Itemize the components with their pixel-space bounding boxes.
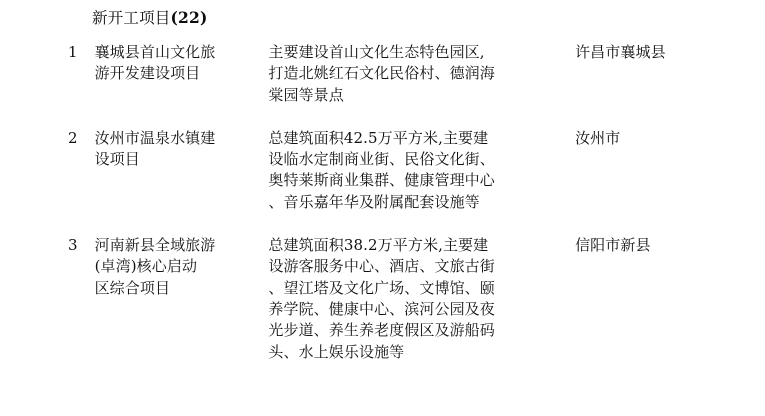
row-project-name-line: 区综合项目 xyxy=(94,278,171,297)
project-table xyxy=(68,42,708,385)
row-index: 3 xyxy=(68,236,78,255)
row-project-name xyxy=(95,235,269,385)
table-row xyxy=(68,128,708,235)
row-location-line: 信阳市新县 xyxy=(575,236,651,255)
row-location xyxy=(575,42,708,128)
section-title-count: (22) xyxy=(170,8,208,27)
row-project-name-line: (卓湾)核心启动 xyxy=(94,257,198,276)
project-table-body xyxy=(68,42,708,385)
row-description xyxy=(268,42,575,128)
row-location-line: 许昌市襄城县 xyxy=(575,43,666,61)
row-description-line: 奥特莱斯商业集群、健康管理中心 xyxy=(268,171,495,190)
row-description-line: 打造北姚红石文化民俗村、德润海 xyxy=(268,64,495,83)
table-row xyxy=(68,235,708,385)
table-row xyxy=(68,42,708,128)
row-description-line: 、望江塔及文化广场、文博馆、颐 xyxy=(268,278,495,297)
row-project-name-line: 襄城县首山文化旅 xyxy=(94,43,216,61)
row-description-line: 总建筑面积38.2万平方米,主要建 xyxy=(268,236,489,255)
row-index: 2 xyxy=(68,128,78,147)
row-location xyxy=(575,128,708,235)
row-index: 1 xyxy=(68,43,78,61)
row-description-line: 设临水定制商业街、民俗文化街、 xyxy=(268,150,495,169)
row-location xyxy=(575,235,708,385)
row-description-line: 、音乐嘉年华及附属配套设施等 xyxy=(268,192,480,211)
row-description-line: 主要建设首山文化生态特色园区, xyxy=(268,43,485,61)
row-project-name xyxy=(95,42,269,128)
row-description-line: 总建筑面积42.5万平方米,主要建 xyxy=(268,128,489,147)
row-description xyxy=(268,235,575,385)
row-project-name xyxy=(95,128,269,235)
row-description-line: 养学院、健康中心、滨河公园及夜 xyxy=(268,299,495,318)
row-description-line: 头、水上娱乐设施等 xyxy=(268,342,405,361)
row-project-name-line: 游开发建设项目 xyxy=(94,64,201,83)
section-title-text: 新开工项目 xyxy=(92,9,171,27)
row-description-line: 棠园等景点 xyxy=(268,85,344,104)
row-description-line: 光步道、养生养老度假区及游船码 xyxy=(268,321,495,340)
row-description xyxy=(268,128,575,235)
row-project-name-line: 设项目 xyxy=(94,150,140,169)
row-location-line: 汝州市 xyxy=(575,128,621,147)
section-title xyxy=(92,6,765,28)
row-description-line: 设游客服务中心、酒店、文旅古街 xyxy=(268,257,495,276)
row-project-name-line: 汝州市温泉水镇建 xyxy=(94,128,216,147)
row-project-name-line: 河南新县全域旅游 xyxy=(94,236,216,255)
